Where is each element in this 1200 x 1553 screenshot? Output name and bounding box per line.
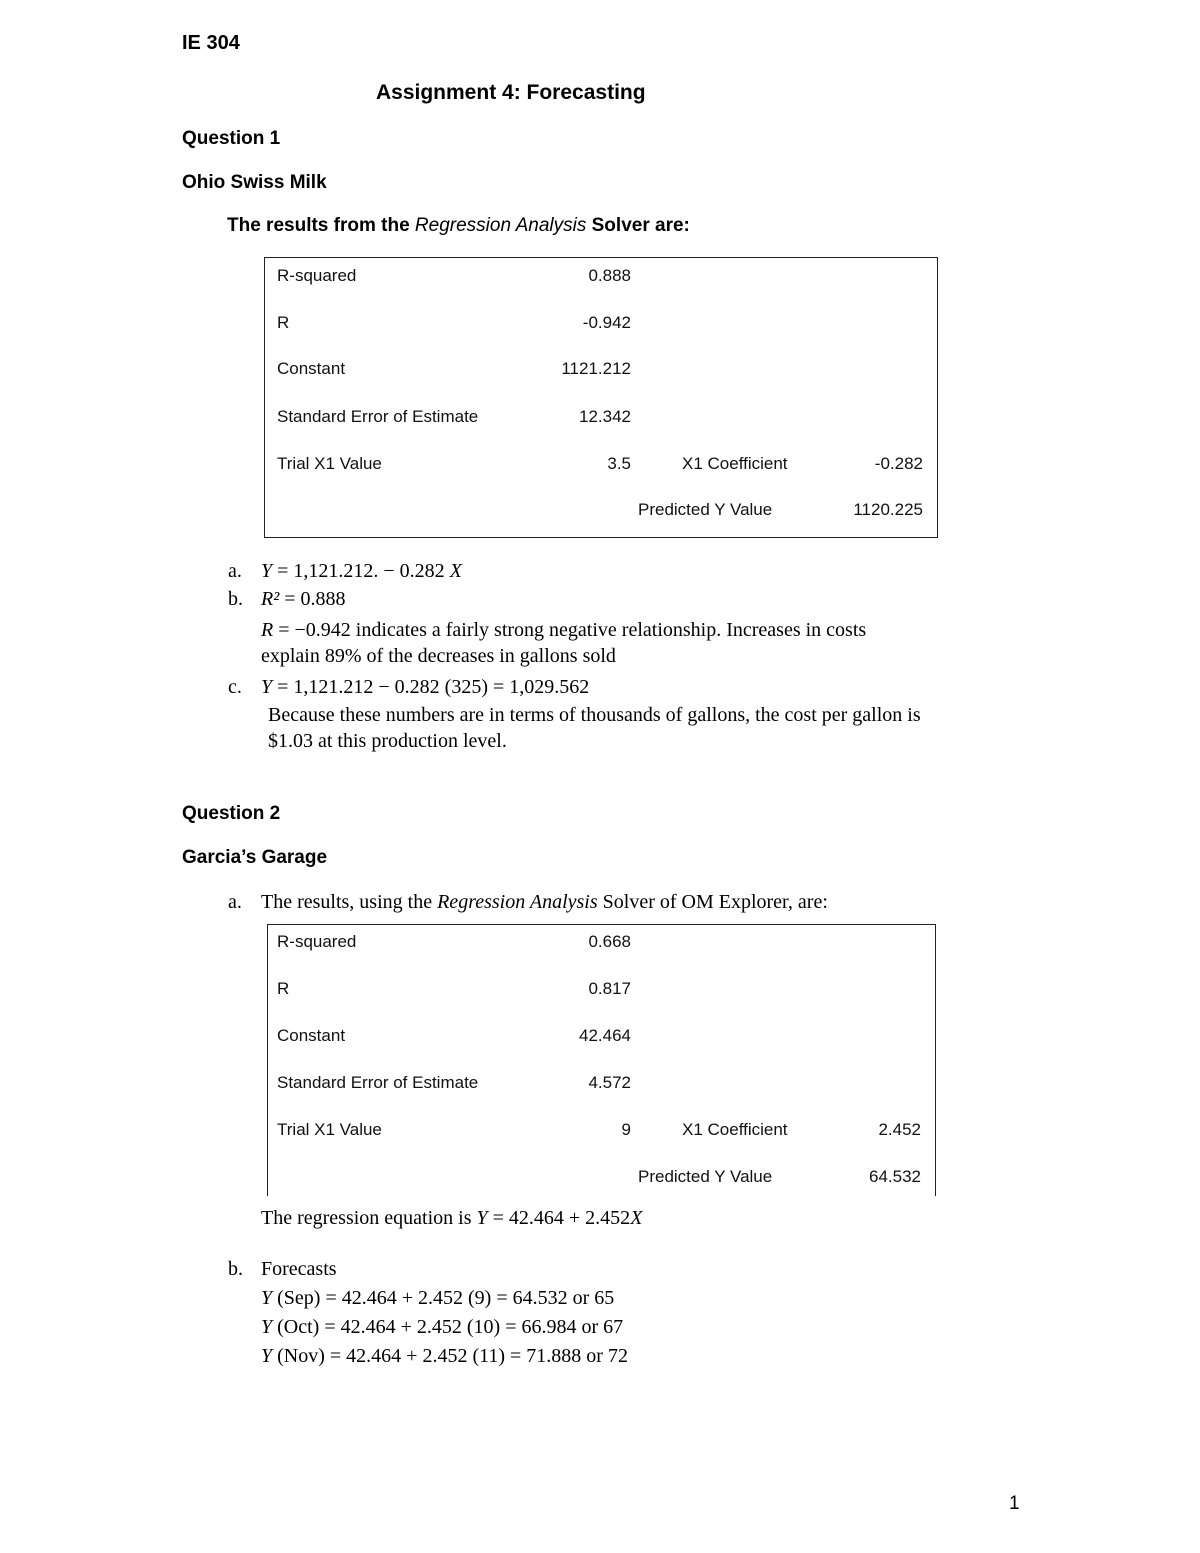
q1-r-value: -0.942 — [582, 313, 631, 332]
q1-r-label: R — [277, 313, 290, 332]
q2-pred-label: Predicted Y Value — [638, 1167, 773, 1186]
q1-constant-label: Constant — [277, 359, 346, 378]
course-code: IE 304 — [182, 32, 240, 54]
q2-constant-value: 42.464 — [579, 1026, 631, 1045]
q1-b-line2: R = −0.942 indicates a fairly strong negative relationship. Increases in costs — [261, 619, 867, 641]
q2-a-label: a. — [228, 891, 242, 913]
q2-coef-value: 2.452 — [878, 1120, 921, 1139]
page-number: 1 — [1009, 1493, 1020, 1514]
q1-trial-label: Trial X1 Value — [277, 454, 382, 473]
q1-coef-label: X1 Coefficient — [682, 454, 788, 473]
q1-c-label: c. — [228, 676, 242, 698]
q1-pred-label: Predicted Y Value — [638, 500, 773, 519]
q2-subheading: Garcia’s Garage — [182, 847, 328, 868]
q2-trial-label: Trial X1 Value — [277, 1120, 382, 1139]
q2-heading: Question 2 — [182, 803, 281, 824]
q2-constant-label: Constant — [277, 1026, 346, 1045]
q1-a-answer: Y = 1,121.212. − 0.282 X — [261, 560, 462, 582]
page-title: Assignment 4: Forecasting — [376, 81, 646, 104]
q2-r-squared-label: R-squared — [277, 932, 357, 951]
q2-b-label: b. — [228, 1258, 243, 1280]
q1-se-value: 12.342 — [579, 407, 631, 426]
q2-forecast-oct: Y (Oct) = 42.464 + 2.452 (10) = 66.984 or 67 — [261, 1316, 624, 1338]
q2-forecast-nov: Y (Nov) = 42.464 + 2.452 (11) = 71.888 or 72 — [261, 1345, 628, 1367]
q1-subheading: Ohio Swiss Milk — [182, 172, 327, 193]
q2-pred-value: 64.532 — [869, 1167, 921, 1186]
q1-heading: Question 1 — [182, 128, 281, 149]
q1-pred-value: 1120.225 — [853, 500, 923, 519]
q2-se-value: 4.572 — [588, 1073, 631, 1092]
q1-c-line3: $1.03 at this production level. — [268, 730, 507, 752]
q1-r-squared-value: 0.888 — [588, 266, 631, 285]
q1-results-table — [264, 257, 938, 538]
q2-r-squared-value: 0.668 — [588, 932, 631, 951]
q1-r-squared-label: R-squared — [277, 266, 357, 285]
q1-se-label: Standard Error of Estimate — [277, 407, 479, 426]
q2-coef-label: X1 Coefficient — [682, 1120, 788, 1139]
q1-coef-value: -0.282 — [874, 454, 923, 473]
q1-trial-value: 3.5 — [607, 454, 631, 473]
q1-b-answer: R² = 0.888 — [261, 588, 346, 610]
q2-se-label: Standard Error of Estimate — [277, 1073, 479, 1092]
q1-b-line3: explain 89% of the decreases in gallons sold — [261, 645, 616, 667]
q1-c-answer: Y = 1,121.212 − 0.282 (325) = 1,029.562 — [261, 676, 590, 698]
q2-results-table — [267, 924, 936, 1196]
q2-forecast-sep: Y (Sep) = 42.464 + 2.452 (9) = 64.532 or 65 — [261, 1287, 615, 1309]
q1-constant-value: 1121.212 — [561, 359, 631, 378]
q2-b-heading: Forecasts — [261, 1258, 337, 1280]
q2-regression-equation: The regression equation is Y = 42.464 + 2.452X — [261, 1207, 643, 1229]
q2-r-value: 0.817 — [588, 979, 631, 998]
q2-trial-value: 9 — [621, 1120, 631, 1139]
q2-a-intro: The results, using the Regression Analysis Solver of OM Explorer, are: — [261, 891, 828, 913]
q2-r-label: R — [277, 979, 290, 998]
q1-b-label: b. — [228, 588, 243, 610]
q1-a-label: a. — [228, 560, 242, 582]
q1-intro: The results from the Regression Analysis Solver are: — [227, 215, 690, 236]
q1-c-line2: Because these numbers are in terms of thousands of gallons, the cost per gallon is — [268, 704, 921, 726]
